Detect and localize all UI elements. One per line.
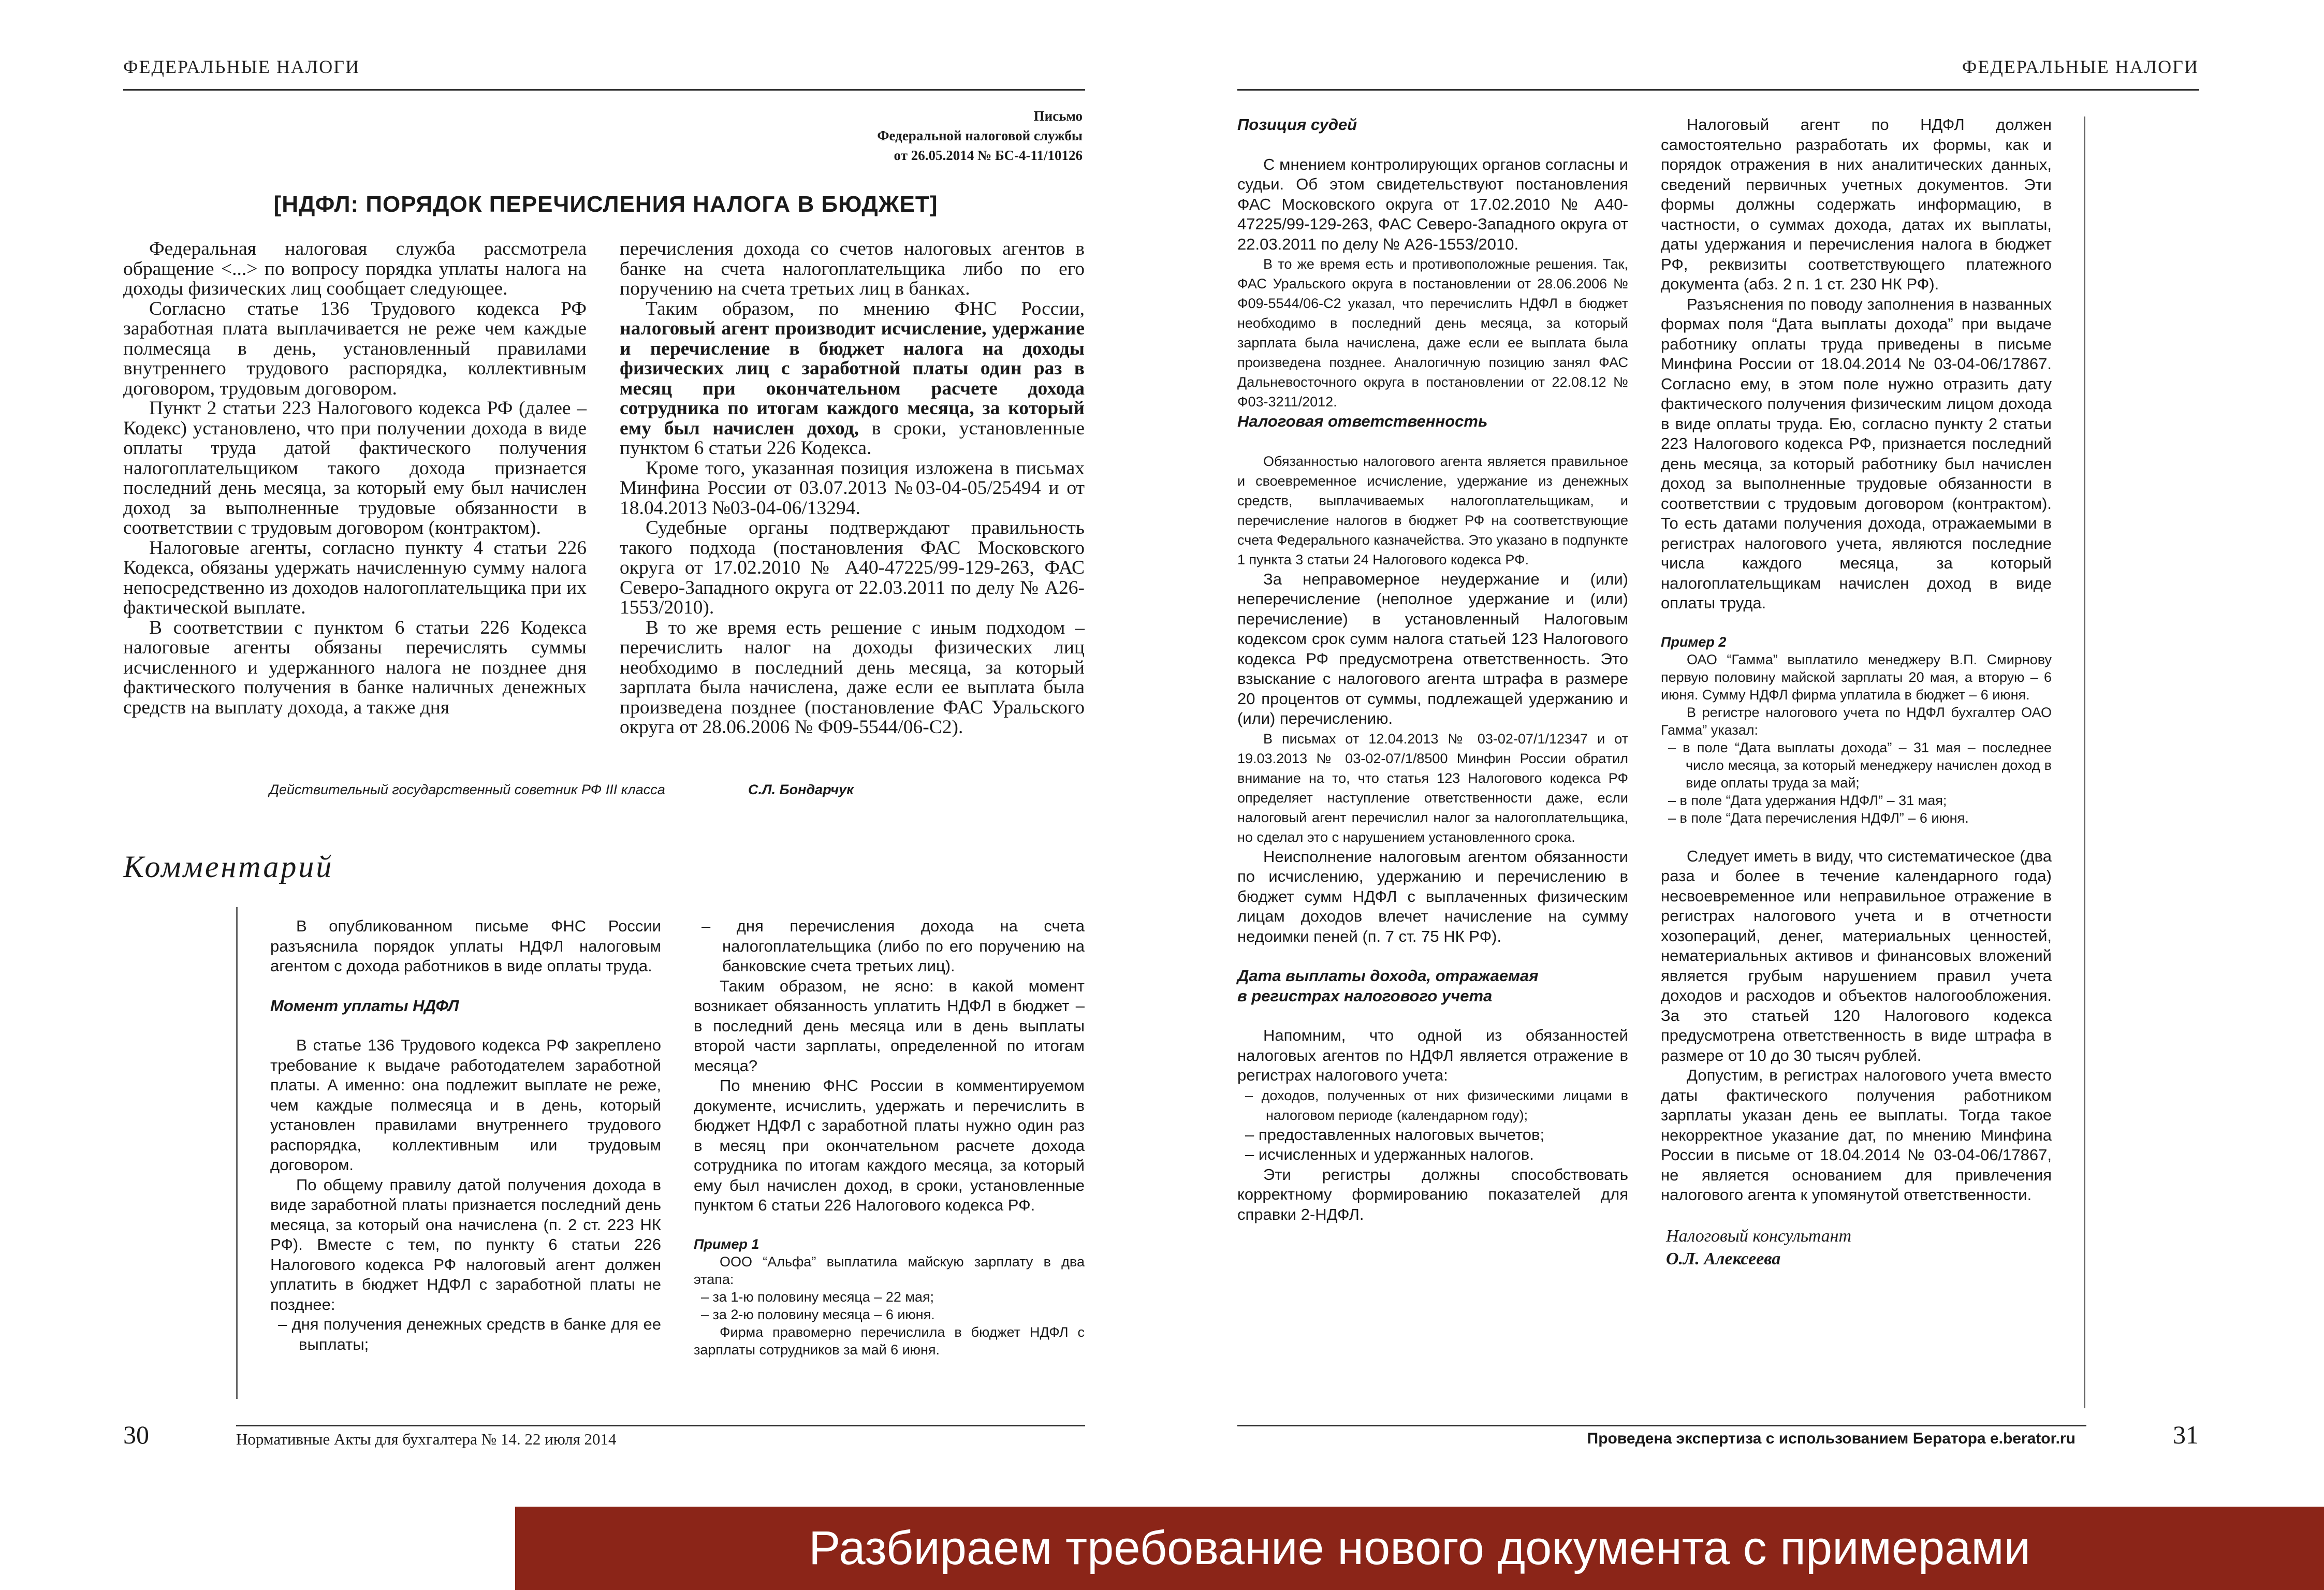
spacer [270,976,661,996]
left-bottom-rule [236,1425,1085,1426]
comment-column-a [270,916,661,1354]
comment-paragraph: Напомним, что одной из обязанностей налоговых агентов по НДФЛ является отражение в регистрах налогового учета: [1237,1026,1628,1084]
letter-paragraph: В то же время есть решение с иным подходом – перечислить налог на доходы физических лиц необходимо в последний день месяца, за который зарплата была начислена, даже если ее выплата была произведена позднее (постановление ФАС Уральского округа от 28.06.2006 № Ф09-5544/06-С2). [620,617,1085,738]
conclusion-tail: в сроки, установленные пунктом 6 статьи 226 Кодекса. [620,417,1085,459]
example-dash-item: – в поле “Дата удержания НДФЛ” – 31 мая; [1668,792,1947,808]
signature-role: Налоговый консультант [1666,1226,1852,1246]
dash-item: – дня получения денежных средств в банке для ее выплаты; [278,1315,661,1353]
spacer [270,1016,661,1035]
example-paragraph: ООО “Альфа” выплатила майскую зарплату в два этапа: [694,1253,1085,1287]
example-dash-item: – в поле “Дата перечисления НДФЛ” – 6 июня. [1668,810,1969,826]
letter-paragraph: Налоговые агенты, согласно пункту 4 статьи 226 Кодекса, обязаны удержать начисленную сумму налога непосредственно из доходов налогоплательщика при их фактической выплате. [123,537,587,618]
spacer [1661,1205,2052,1225]
spacer [1661,614,2052,633]
example-1 [694,1235,1085,1359]
left-page-number: 30 [123,1420,149,1449]
example-paragraph: В регистре налогового учета по НДФЛ бухгалтер ОАО Гамма” указал: [1661,704,2052,738]
left-top-rule [123,89,1085,91]
letter-paragraph: перечисления дохода со счетов налоговых агентов в банке на счета налогоплательщика либо по его поручению на счета третьих лиц в банках. [620,238,1085,299]
spacer [1237,946,1628,966]
comment-paragraph: В то же время есть и противоположные решения. Так, ФАС Уральского округа в постановлении от 28.06.2006 № Ф09-5544/06-С2 указал, что перечислить НДФЛ в бюджет необходимо в последний день месяца, за который зарплата была начислена, даже если ее выплата была произведена позднее. Аналогичную позицию занял ФАС Дальневосточного округа в постановлении от 22.08.12 № Ф03-3211/2012. [1237,256,1628,410]
example-dash-item: – в поле “Дата выплаты дохода” – 31 мая – последнее число месяца, за который менеджеру начислен доход в виде оплаты труда за май; [1668,739,2052,791]
comment-heading: Комментарий [123,850,334,884]
subheading-income-date: Дата выплаты дохода, отражаемая [1237,967,1539,985]
comment-paragraph: Неисполнение налоговым агентом обязанности по исчислению, удержанию и перечислению в бюджет сумм НДФЛ с выплаченных физическим лицам доходов влечет начисление на сумму недоимки пеней (п. 7 ст. 75 НК РФ). [1237,847,1628,945]
banner-text: Разбираем требование нового документа с примерами [809,1522,2030,1574]
subheading-income-date-2: в регистрах налогового учета [1237,986,1493,1005]
subheading-tax-liability: Налоговая ответственность [1237,412,1488,430]
letter-paragraph: Федеральная налоговая служба рассмотрела обращение <...> по вопросу порядка уплаты налога на доходы физических лиц сообщает следующее. [123,238,587,299]
letter-head-line1: Письмо [1033,108,1083,124]
spacer [1237,432,1628,451]
example-1-title: Пример 1 [694,1236,759,1252]
signature-name: С.Л. Бондарчук [748,782,854,797]
letter-paragraph: Согласно статье 136 Трудового кодекса РФ заработная плата выплачивается не реже чем каждые полмесяца в день, установленный правилами внутреннего трудового распорядка, коллективным договором, трудовым договором. [123,298,587,399]
right-vertical-rule [2084,116,2085,1408]
letter-paragraph: Кроме того, указанная позиция изложена в письмах Минфина России от 03.07.2013 №03-04-05/25494 и от 18.04.2013 №03-04-06/13294. [620,457,1085,519]
comment-paragraph: Налоговый агент по НДФЛ должен самостоятельно разработать их формы, как и порядок отражения в них аналитических данных, сведений первичных учетных документов. Эти формы должны содержать информацию, в частности, о суммах дохода, датах их выплаты, даты удержания и перечисления налога в бюджет РФ, реквизиты соответствующего платежного документа (абз. 2 п. 1 ст. 230 НК РФ). [1661,115,2052,293]
letter-head-line3: от 26.05.2014 № БС-4-11/10126 [894,148,1083,163]
example-paragraph: ОАО “Гамма” выплатило менеджеру В.П. Смирнову первую половину майской зарплаты 20 мая, а вторую – 6 июня. Сумму НДФЛ фирма уплатила в бюджет – 6 июня. [1661,651,2052,703]
comment-column-d [1661,115,2052,1271]
conclusion-bold: налоговый агент производит исчисление, удержание и перечисление в бюджет налога на доходы физических лиц с заработной платы один раз в месяц при окончательном расчете дохода сотрудника по итогам каждого месяца, за который ему был начислен доход, [620,318,1085,439]
comment-paragraph: Допустим, в регистрах налогового учета вместо даты фактического получения работником зарплаты указан день ее выплаты. Тогда такое некорректное указание дат, по мнению Минфина России в письме от 18.04.2014 № 03-04-06/17867, не является основанием для привлечения налогового агента к упомянутой ответственности. [1661,1066,2052,1204]
comment-paragraph: В письмах от 12.04.2013 № 03-02-07/1/12347 и от 19.03.2013 № 03-02-07/1/8500 Минфин России обратил внимание на то, что статья 123 Налогового кодекса РФ определяет наступление ответственности даже, если налоговый агент перечислил налог за налогоплательщика, но сделал это с нарушением установленного срока. [1237,731,1628,845]
letter-head-line2: Федеральной налоговой службы [877,128,1083,143]
dash-item: – дня перечисления дохода на счета налогоплательщика (либо по его поручению на банковские счета третьих лиц). [701,917,1085,975]
comment-paragraph: Следует иметь в виду, что систематическое (два раза и более в течение календарного года) несвоевременное или неправильное отражение в регистрах налогового учета и в отчетности хозопераций, денег, материальных ценностей, нематериальных активов и финансовых вложений является грубым нарушением правил учета доходов и расходов и объектов налогообложения. За это статьей 120 Налогового кодекса предусмотрена ответственность в виде штрафа в размере от 10 до 30 тысяч рублей. [1661,847,2052,1064]
signature-author: О.Л. Алексеева [1666,1249,1781,1268]
comment-paragraph: Разъяснения по поводу заполнения в названных формах поля “Дата выплаты дохода” при выдаче работнику оплаты труда приведены в письме Минфина России от 18.04.2014 № 03-04-06/17867. Согласно ему, в этом поле нужно отразить дату фактического получения физическим лицом дохода в виде оплаты труда. Ею, согласно пункту 2 статьи 223 Налогового кодекса РФ, признается последний день месяца, за который работнику был начислен доход за выполненные трудовые обязанности в соответствии с трудовым договором (контрактом). То есть датами получения дохода, отражаемыми в регистрах налогового учета, являются последние числа каждого месяца, за который налогоплательщикам начислен доход в виде оплаты труда. [1661,295,2052,612]
example-dash-item: – за 2-ю половину месяца – 6 июня. [701,1306,935,1322]
comment-paragraph: Обязанностью налогового агента является правильное и своевременное исчисление, удержание из денежных средств, выплачиваемых налогоплательщикам, и перечисление налогов в бюджет РФ на соответствующие счета Федерального казначейства. Это указано в подпункте 1 пункта 3 статьи 24 Налогового кодекса РФ. [1237,453,1628,567]
comment-signature [1661,1225,2052,1271]
comment-paragraph: Эти регистры должны способствовать корректному формированию показателей для справки 2-НДФЛ. [1237,1165,1628,1223]
letter-paragraph: Пункт 2 статьи 223 Налогового кодекса РФ (далее – Кодекс) установлено, что при получении дохода в виде оплаты труда датой фактического получения налогоплательщиком такого дохода признается последний день месяца, за который ему был начислен доход за выполненные трудовые обязанности в соответствии с трудовым договором (контрактом). [123,398,587,538]
spacer [694,1216,1085,1235]
signature-position: Действительный государственный советник РФ III класса [269,782,665,797]
comment-column-b [694,916,1085,1359]
footer-expertise: Проведена экспертиза с использованием Бератора e.berator.ru [1587,1430,2075,1447]
example-2-title: Пример 2 [1661,634,1727,650]
example-paragraph: Фирма правомерно перечислила в бюджет НДФЛ с зарплаты сотрудников за май 6 июня. [694,1324,1085,1358]
right-bottom-rule [1237,1425,2086,1426]
example-2 [1661,633,2052,827]
letter-header [877,106,1083,165]
spacer [1661,827,2052,847]
comment-paragraph: В статье 136 Трудового кодекса РФ закреплено требование к выдаче работодателем заработной платы. А именно: она подлежит выплате не реже, чем каждые полмесяца и в день, который установлен правилами внутреннего трудового распорядка, коллективным или трудовым договором. [270,1036,661,1174]
letter-paragraph-conclusion [620,299,1085,459]
dash-item: – исчисленных и удержанных налогов. [1245,1145,1534,1163]
comment-paragraph: С мнением контролирующих органов согласны и судьи. Об этом свидетельствуют постановления ФАС Московского округа от 17.02.2010 № А40-47225/99-129-263, ФАС Северо-Западного округа от 22.03.2011 по делу № А26-1553/2010. [1237,155,1628,253]
comment-paragraph: В опубликованном письме ФНС России разъяснила порядок уплаты НДФЛ налоговым агентом с дохода работников в виде оплаты труда. [270,917,661,975]
spacer [1237,135,1628,155]
comment-paragraph: За неправомерное неудержание и (или) неперечисление (неполное удержание и (или) перечисление) в установленный Налоговым кодексом срок сумм налога статьей 123 Налогового кодекса РФ предусмотрена ответственность. Это взыскание с налогового агента штрафа в размере 20 процентов от суммы, подлежащей удержанию и (или) перечислению. [1237,570,1628,727]
comment-column-c [1237,115,1628,1224]
right-top-rule [1237,89,2199,91]
right-running-head: ФЕДЕРАЛЬНЫЕ НАЛОГИ [1962,56,2199,77]
example-dash-item: – за 1-ю половину месяца – 22 мая; [701,1289,934,1305]
letter-column-1 [123,239,587,718]
conclusion-lead: Таким образом, по мнению ФНС России, [646,298,1085,319]
left-vertical-rule [236,907,238,1399]
spacer [1237,1006,1628,1026]
comment-paragraph: По общему правилу датой получения дохода в виде заработной платы признается последний день месяца, за который она начислена (п. 2 ст. 223 НК РФ). Вместе с тем, по пункту 6 статьи 226 Налогового кодекса РФ налоговый агент должен уплатить в бюджет НДФЛ с заработной платы не позднее: [270,1175,661,1314]
letter-column-2 [620,239,1085,738]
footer-publication: Нормативные Акты для бухгалтера № 14. 22 июля 2014 [236,1430,617,1448]
comment-paragraph: По мнению ФНС России в комментируемом документе, исчислить, удержать и перечислить в бюджет НДФЛ с заработной платы нужно один раз в месяц при окончательном расчете дохода сотрудника по итогам каждого месяца, за который ему был начислен доход, в сроки, установленные пунктом 6 статьи 226 Налогового кодекса РФ. [694,1076,1085,1214]
comment-paragraph: Таким образом, не ясно: в какой момент возникает обязанность уплатить НДФЛ в бюджет – в последний день месяца или в день выплаты второй части зарплаты, определенной по итогам месяца? [694,976,1085,1075]
letter-paragraph: Судебные органы подтверждают правильность такого подхода (постановления ФАС Московского округа от 17.02.2010 № А40-47225/99-129-263, ФАС Северо-Западного округа от 22.03.2011 по делу № А26-1553/2010). [620,517,1085,618]
subheading-judges-position: Позиция судей [1237,115,1357,134]
subheading-payment-moment: Момент уплаты НДФЛ [270,996,459,1015]
letter-title: [НДФЛ: ПОРЯДОК ПЕРЕЧИСЛЕНИЯ НАЛОГА В БЮДЖЕТ] [273,192,938,217]
right-page-number: 31 [2173,1420,2199,1449]
dash-item: – предоставленных налоговых вычетов; [1245,1125,1545,1144]
left-running-head: ФЕДЕРАЛЬНЫЕ НАЛОГИ [123,56,360,77]
dash-item: – доходов, полученных от них физическими лицами в налоговом периоде (календарном году); [1245,1087,1628,1123]
letter-paragraph: В соответствии с пунктом 6 статьи 226 Кодекса налоговые агенты обязаны перечислять суммы исчисленного и удержанного налога не позднее дня фактического получения в банке наличных денежных средств на выплату дохода, а также дня [123,617,587,718]
